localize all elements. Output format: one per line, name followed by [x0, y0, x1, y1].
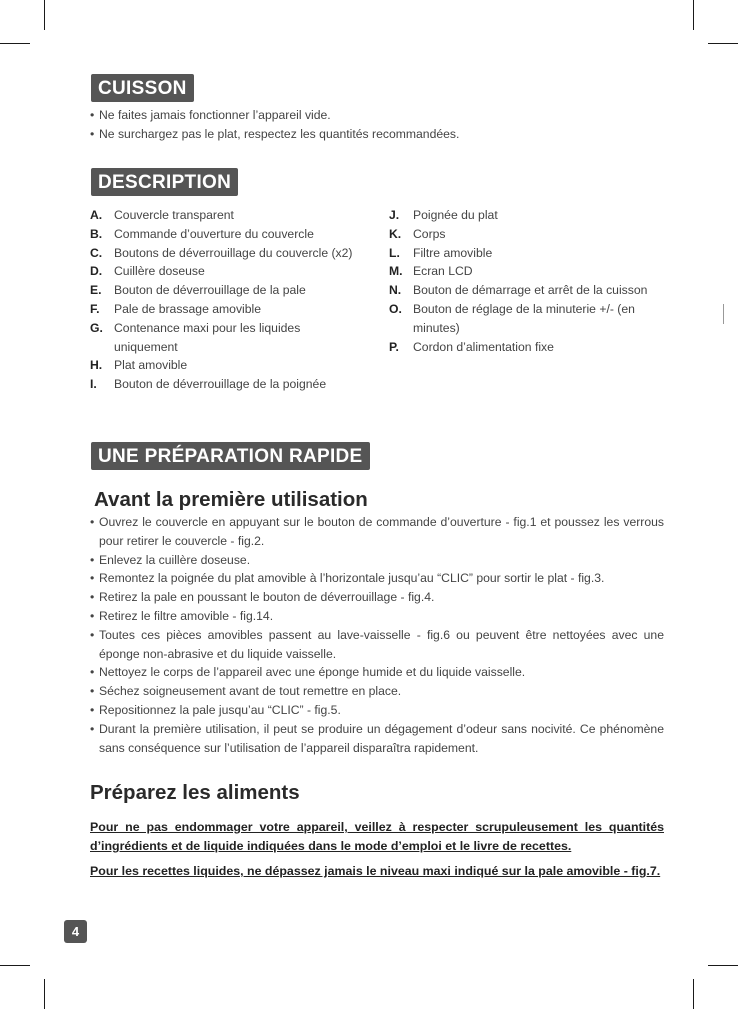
- cuisson-bullets: [90, 106, 664, 144]
- preparation-bullets: [90, 513, 664, 757]
- description-item: P. Cordon d’alimentation fixe: [389, 339, 554, 354]
- crop-mark: [708, 965, 738, 966]
- description-list-left: [90, 206, 366, 394]
- subtitle-preparez-aliments: Préparez les aliments: [90, 781, 300, 804]
- description-item: E. Bouton de déverrouillage de la pale: [90, 283, 306, 298]
- description-item: I. Bouton de déverrouillage de la poignée: [90, 377, 327, 392]
- bullet-item: • Enlevez la cuillère doseuse.: [90, 551, 664, 570]
- crop-mark: [0, 43, 30, 44]
- crop-mark: [0, 965, 30, 966]
- bullet-item: • Retirez le filtre amovible - fig.14.: [90, 607, 664, 626]
- subtitle-premiere-utilisation: Avant la première utilisation: [94, 488, 368, 511]
- bullet-item: • Nettoyez le corps de l’appareil avec une éponge humide et du liquide vaisselle.: [90, 663, 664, 682]
- bullet-item: • Ouvrez le couvercle en appuyant sur le bouton de commande d’ouverture - fig.1 et poussez les verrous pour retirer le couvercle - fig.2.: [90, 513, 664, 551]
- description-item: M. Ecran LCD: [389, 264, 473, 279]
- bullet-item: • Séchez soigneusement avant de tout remettre en place.: [90, 682, 664, 701]
- description-item: K. Corps: [389, 226, 446, 241]
- description-item: H. Plat amovible: [90, 358, 188, 373]
- description-item: L. Filtre amovible: [389, 245, 493, 260]
- warning-quantities: Pour ne pas endommager votre appareil, veillez à respecter scrupuleusement les quantités d’ingrédients et de liquide indiquées dans le mode d’emploi et le livre de recettes.: [90, 820, 664, 853]
- bullet-item: • Toutes ces pièces amovibles passent au lave-vaisselle - fig.6 ou peuvent être nettoyées avec une éponge non-abrasive et du liquide vaisselle.: [90, 626, 664, 664]
- description-item: B. Commande d’ouverture du couvercle: [90, 226, 314, 241]
- section-heading-description: DESCRIPTION: [91, 168, 238, 196]
- description-item: J. Poignée du plat: [389, 208, 498, 222]
- bullet-item: • Ne faites jamais fonctionner l’appareil vide.: [90, 106, 664, 125]
- bullet-item: • Retirez la pale en poussant le bouton de déverrouillage - fig.4.: [90, 588, 664, 607]
- description-item: C. Boutons de déverrouillage du couvercle (x2): [90, 245, 353, 260]
- margin-mark: [723, 304, 724, 324]
- warning-liquid-level: Pour les recettes liquides, ne dépassez jamais le niveau maxi indiqué sur la pale amovible - fig.7.: [90, 864, 661, 878]
- crop-mark: [693, 0, 694, 30]
- description-item: A. Couvercle transparent: [90, 208, 234, 222]
- description-list-right: [389, 206, 674, 356]
- page-number: 4: [64, 920, 87, 943]
- description-item: D. Cuillère doseuse: [90, 264, 205, 279]
- description-item: G. Contenance maxi pour les liquides uniquement: [90, 320, 301, 354]
- crop-mark: [693, 979, 694, 1009]
- bullet-item: • Remontez la poignée du plat amovible à l’horizontale jusqu’au “CLIC” pour sortir le plat - fig.3.: [90, 569, 664, 588]
- bullet-item: • Repositionnez la pale jusqu’au “CLIC” - fig.5.: [90, 701, 664, 720]
- crop-mark: [44, 979, 45, 1009]
- description-item: F. Pale de brassage amovible: [90, 301, 262, 316]
- bullet-item: • Ne surchargez pas le plat, respectez les quantités recommandées.: [90, 125, 664, 144]
- section-heading-preparation: UNE PRÉPARATION RAPIDE: [91, 442, 370, 470]
- crop-mark: [708, 43, 738, 44]
- bullet-item: • Durant la première utilisation, il peut se produire un dégagement d’odeur sans nocivité. Ce phénomène sans conséquence sur l’utilisation de l’appareil disparaîtra rapidement.: [90, 720, 664, 758]
- description-item: N. Bouton de démarrage et arrêt de la cuisson: [389, 283, 648, 298]
- crop-mark: [44, 0, 45, 30]
- section-heading-cuisson: CUISSON: [91, 74, 194, 102]
- description-item: O. Bouton de réglage de la minuterie +/- (en minutes): [389, 301, 635, 335]
